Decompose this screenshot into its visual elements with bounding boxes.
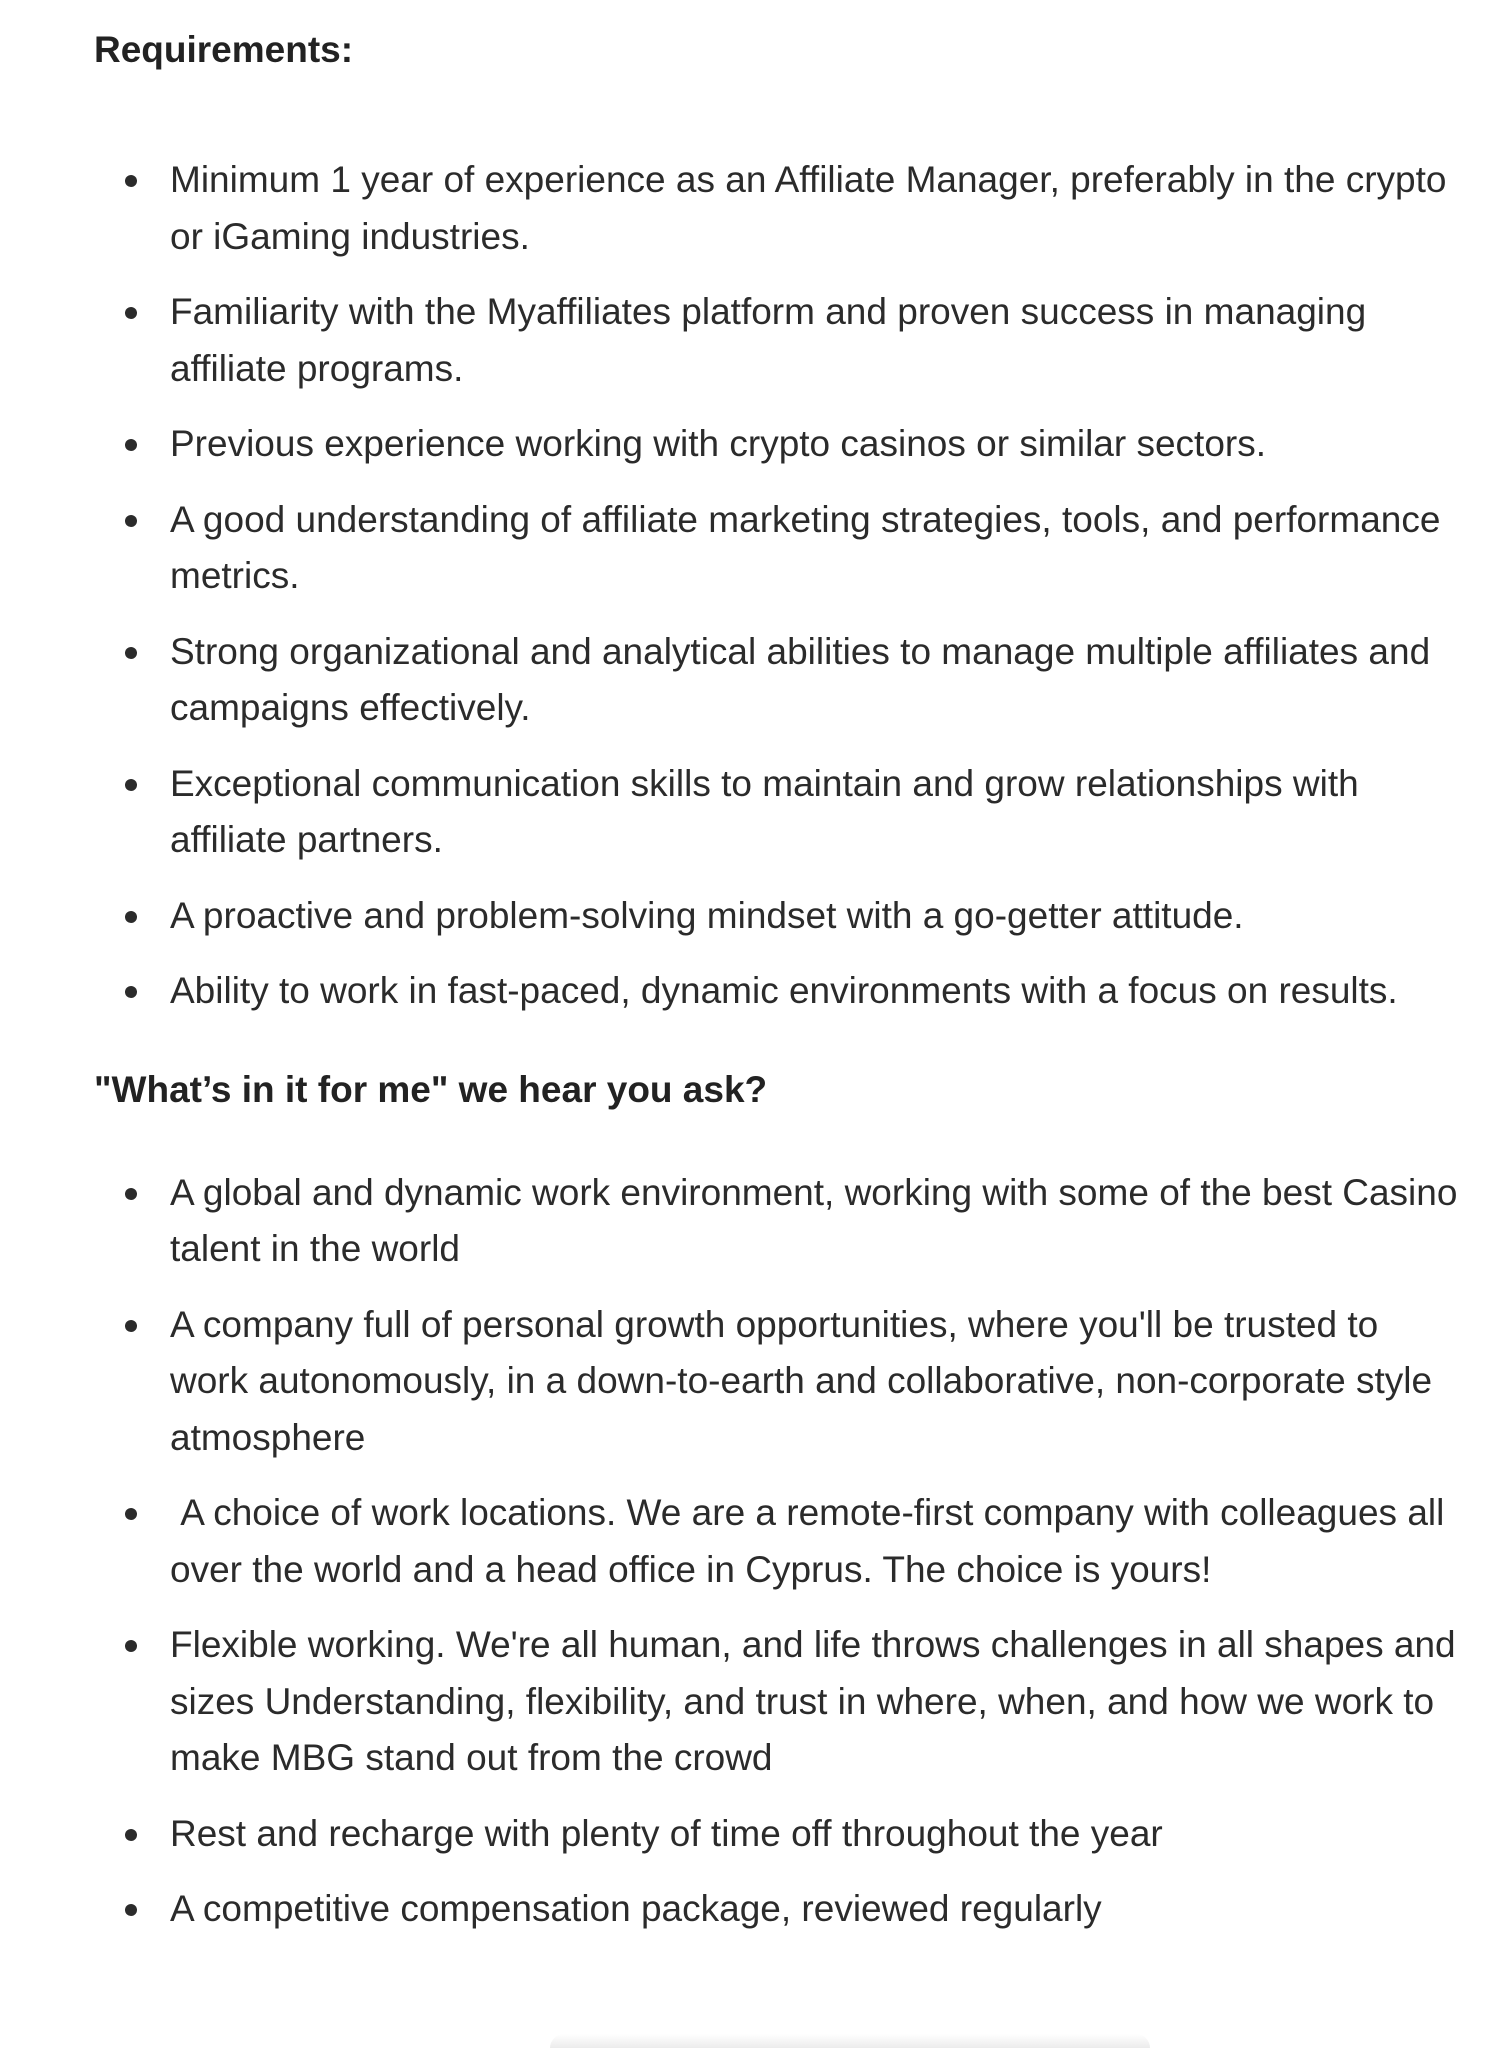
list-item-text: Ability to work in fast-paced, dynamic environments with a focus on results. (170, 970, 1398, 1011)
list-item-text: Minimum 1 year of experience as an Affiliate Manager, preferably in the crypto or iGaming industries. (170, 159, 1447, 257)
list-item-text: Flexible working. We're all human, and life throws challenges in all shapes and sizes Understanding, flexibility, and trust in where, when, and how we work to make MBG stand out from the crowd (170, 1624, 1456, 1778)
list-item-text: A competitive compensation package, reviewed regularly (170, 1888, 1102, 1929)
list-item (94, 1806, 1464, 1863)
bullet-icon (125, 439, 137, 451)
bullet-icon (125, 175, 137, 187)
bullet-icon (125, 1508, 137, 1520)
bullet-icon (125, 1640, 137, 1652)
list-item (94, 1165, 1464, 1278)
list-item-text: A choice of work locations. We are a remote-first company with colleagues all over the world and a head office in Cyprus. The choice is yours! (170, 1492, 1455, 1590)
list-item-text: Rest and recharge with plenty of time off throughout the year (170, 1812, 1163, 1854)
list-item-text: A good understanding of affiliate marketing strategies, tools, and performance metrics. (170, 498, 1441, 596)
bullet-icon (125, 911, 137, 923)
list-item (94, 756, 1464, 869)
list-item (94, 1617, 1464, 1787)
bullet-icon (125, 779, 137, 791)
bullet-icon (125, 515, 137, 527)
list-item (94, 963, 1464, 1020)
benefits-list (94, 1165, 1464, 1938)
list-item-text: Previous experience working with crypto casinos or similar sectors. (170, 423, 1267, 464)
list-item-text: A global and dynamic work environment, working with some of the best Casino talent in the world (170, 1171, 1458, 1269)
list-item (94, 1881, 1464, 1938)
bullet-icon (125, 307, 137, 319)
list-item (94, 1297, 1464, 1467)
bullet-icon (125, 1904, 137, 1916)
bottom-shadow (550, 2034, 1150, 2048)
bullet-icon (125, 1829, 137, 1841)
list-item (94, 284, 1464, 397)
bullet-icon (125, 1188, 137, 1200)
job-description (94, 0, 1464, 1957)
requirements-heading: Requirements: (94, 29, 354, 70)
list-item (94, 1485, 1464, 1598)
requirements-list (94, 152, 1464, 1020)
list-item (94, 416, 1464, 473)
benefits-heading: "What’s in it for me" we hear you ask? (94, 1068, 768, 1110)
list-item-text: Strong organizational and analytical abilities to manage multiple affiliates and campaigns effectively. (170, 630, 1431, 728)
list-item-text: A company full of personal growth opportunities, where you'll be trusted to work autonomously, in a down-to-earth and collaborative, non-corporate style atmosphere (170, 1303, 1433, 1458)
list-item-text: Familiarity with the Myaffiliates platform and proven success in managing affiliate programs. (170, 291, 1367, 389)
list-item (94, 152, 1464, 265)
list-item (94, 492, 1464, 605)
list-item (94, 624, 1464, 737)
list-item-text: A proactive and problem-solving mindset with a go-getter attitude. (170, 894, 1244, 936)
bullet-icon (125, 1320, 137, 1332)
bullet-icon (125, 647, 137, 659)
list-item (94, 888, 1464, 945)
list-item-text: Exceptional communication skills to maintain and grow relationships with affiliate partners. (170, 762, 1359, 860)
bullet-icon (125, 986, 137, 998)
